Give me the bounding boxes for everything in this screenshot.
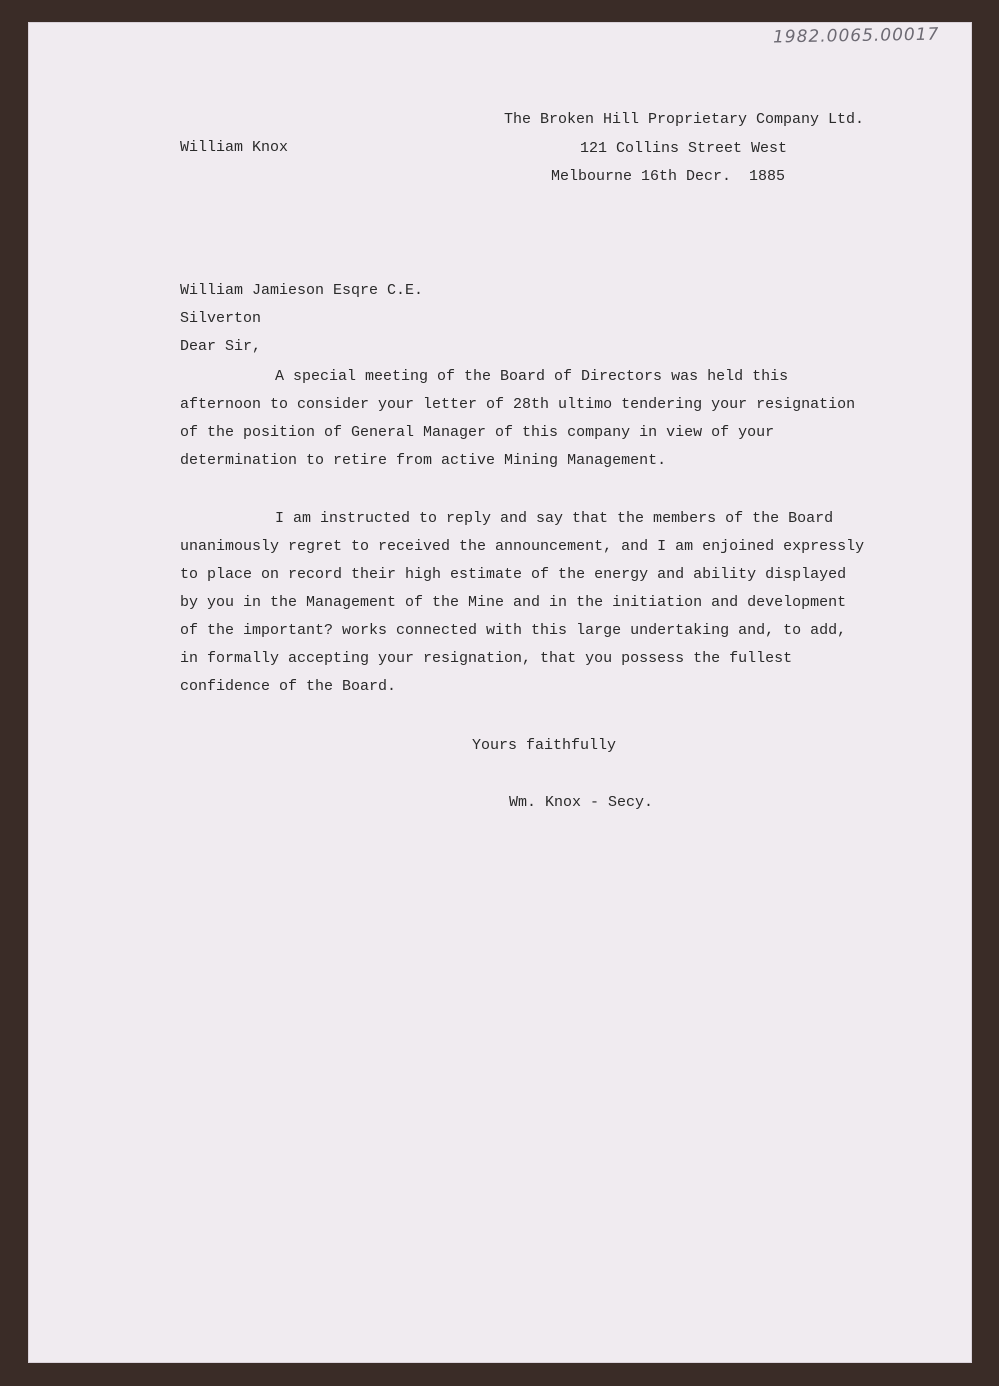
paragraph-2-line: unanimously regret to received the announcement, and I am enjoined expressly <box>180 538 865 555</box>
recipient-name: William Jamieson Esqre C.E. <box>180 282 424 299</box>
recipient-location: Silverton <box>180 310 262 327</box>
letterhead-address: 121 Collins Street West <box>580 140 788 157</box>
paragraph-1-line: afternoon to consider your letter of 28th ultimo tendering your resignation <box>180 396 856 413</box>
paragraph-2-line: confidence of the Board. <box>180 678 397 695</box>
paragraph-1-line: determination to retire from active Mining Management. <box>180 452 667 469</box>
paragraph-2-line: to place on record their high estimate of the energy and ability displayed <box>180 566 847 583</box>
letter-page <box>28 22 972 1363</box>
paragraph-2-line: of the important? works connected with this large undertaking and, to add, <box>180 622 847 639</box>
sender-name: William Knox <box>180 139 289 156</box>
letterhead-place-date: Melbourne 16th Decr. 1885 <box>551 168 786 185</box>
salutation: Dear Sir, <box>180 338 262 355</box>
closing: Yours faithfully <box>472 737 617 754</box>
signature: Wm. Knox - Secy. <box>509 794 654 811</box>
paragraph-2-line: in formally accepting your resignation, that you possess the fullest <box>180 650 793 667</box>
paragraph-1-line: of the position of General Manager of this company in view of your <box>180 424 775 441</box>
paragraph-1-line: A special meeting of the Board of Directors was held this <box>275 368 789 385</box>
archive-reference-number: 1982.0065.00017 <box>772 24 940 48</box>
paragraph-2-line: by you in the Management of the Mine and in the initiation and development <box>180 594 847 611</box>
letterhead-company: The Broken Hill Proprietary Company Ltd. <box>504 111 865 128</box>
paragraph-2-line: I am instructed to reply and say that the members of the Board <box>275 510 834 527</box>
